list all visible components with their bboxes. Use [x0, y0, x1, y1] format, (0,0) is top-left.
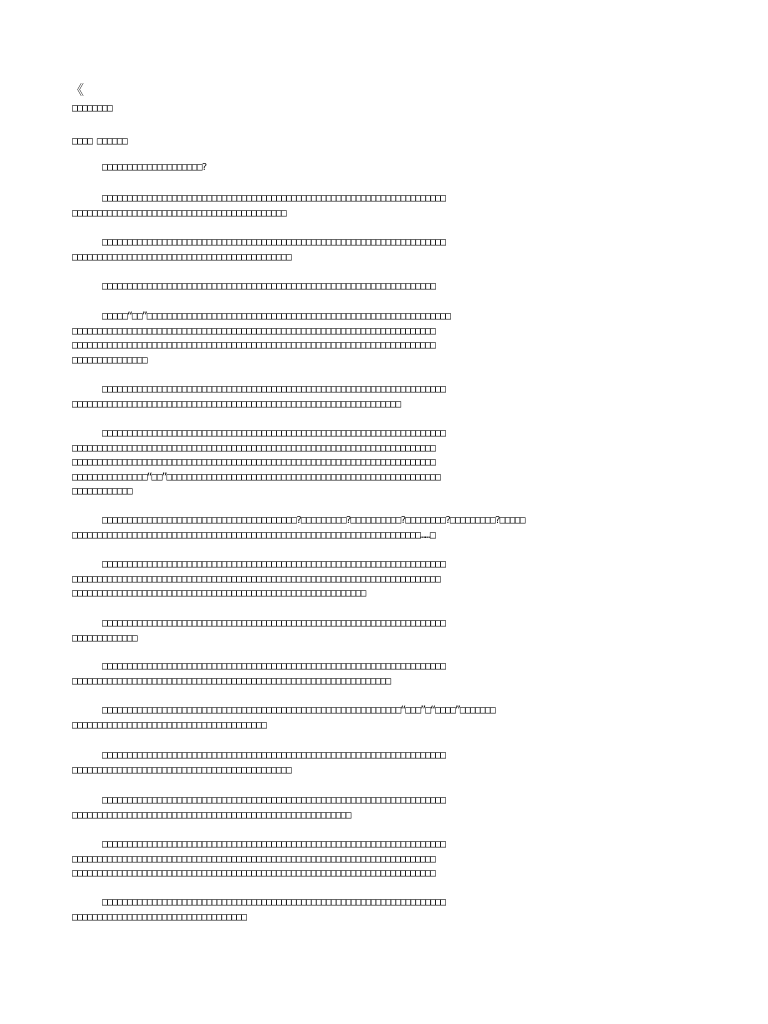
- paragraph-line: □□□□□□□□□□□□□□□□□□□□□□□□□□□□□□□□□□□□□□□□□□□□□□□□□□□□□□□□□□□□□□□□□□□□□□□□□: [72, 853, 435, 865]
- paragraph-line: □□□□□□□□□□□□□□□□□□□□□□□□□□□□□□□□□□□□□□□□□□□□□□□□□□□□□□□□□□□□□□□□□□□□□□□□□: [72, 442, 435, 454]
- paragraph-line: □□□□□□□□□□□□□□□□□□□□□□□□□□□□□□□□□□□□□□□□□□□□: [72, 764, 291, 776]
- book-title: □□□□□□□□: [72, 103, 112, 114]
- paragraph-line: □□□□□□□□□□□□: [72, 486, 132, 498]
- paragraph-line: □□□□□□□□□□□□□□□□□□□□□□□□□□□□□□□□□□□□□□□□□□□□□□□□□□□□□□□□□□□: [72, 588, 366, 600]
- paragraph-line: □□□□□□□□□□□□□□□□□□□□□□□□□□□□□□□□□□□□□□□□□□□□□□□□□□□□□□□□□□□□□□□□□□□□□: [102, 384, 445, 395]
- paragraph-line: □□□□□□□□□□□□□□□□□□□□□□□□□□□□□□□□□□□□□□□□□□□□□□□□□□□□□□□□□□□□□□□□□□□□□: [102, 839, 445, 850]
- paragraph-line: □□□□□□□□□□□□□□□□□□□□□□□□□□□□□□□□□□□□□□□□□□□□□□□□□□□□□□□□□□□□□□□□□□□□□□□□□: [72, 325, 435, 337]
- paragraph-line: □□□□□□□□□□□□□□□□□□□□□□□□□□□□□□□□□□□□□□□□□□□□□□□□□□□□□□□□: [72, 809, 351, 821]
- paragraph-line: □□□□□□□□□□□□□□□□□□□□□□□□□□□□□□□□□□□□□□□: [72, 719, 266, 731]
- paragraph-line: □□□□□□□□□□□□□□□□□□□□□□□□□□□□□□□□□□□□□□□?□□□□□□□□□?□□□□□□□□□□?□□□□□□□□?□□□□□□□□□?□□□□□: [102, 515, 525, 526]
- paragraph-line: □□□□□□□□□□□□□□□□□□□□□□□□□□□□□□□□□□□□□□□□□□□□□□□□□□□□□□□□□□□□□□□□□□□□□: [102, 428, 445, 439]
- paragraph-line: □□□□□□□□□□□□□□□□□□□□□□□□□□□□□□□□□□□□□□□□□□□□□□□□□□□□□□□□□□□□□□□□□□□□□□……□: [72, 529, 435, 541]
- paragraph-line: □□□□□□□□□□□□□□□□□□□□□□□□□□□□□□□□□□□□□□□□□□□□□□□□□□□□□□□□□□□□□□□□□□□□□: [102, 750, 445, 761]
- paragraph-line: □□□□□“□□”□□□□□□□□□□□□□□□□□□□□□□□□□□□□□□□□□□□□□□□□□□□□□□□□□□□□□□□□□□□□□: [102, 311, 450, 322]
- paragraph-line: □□□□□□□□□□□□□□□□□□□□□□□□□□□□□□□□□□□□□□□□□□□□□□□□□□□□□□□□□□□□□□□□□□□□□: [102, 618, 445, 629]
- paragraph-line: □□□□□□□□□□□□□□□□□□□□□□□□□□□□□□□□□□□□□□□□□□□□□□□□□□□□□□□□□□□□□□□□□□□: [102, 281, 436, 292]
- paragraph-line: □□□□□□□□□□□□□□□□□□□□□□□□□□□□□□□□□□□□□□□□□□□□□□□□□□□□□□□□□□□□□□□□□□□□□: [102, 661, 445, 672]
- paragraph-line: □□□□□□□□□□□□□□□□□□□□□□□□□□□□□□□□□□□□□□□□□□□□□□□□□□□□□□□□□□□□□□□□□□□□□: [102, 193, 445, 204]
- paragraph-line: □□□□□□□□□□□□□□□“□□”□□□□□□□□□□□□□□□□□□□□□□□□□□□□□□□□□□□□□□□□□□□□□□□□□□□□□□□: [72, 471, 440, 483]
- paragraph-line: □□□□□□□□□□□□□□□□□□□□□□□□□□□□□□□□□□□□□□□□□□□□□□□□□□□□□□□□□□□□□□□□□□□□□: [102, 237, 445, 248]
- paragraph-line: □□□□□□□□□□□□□□□□□□□□□□□□□□□□□□□□□□□□□□□□□□□□□□□□□□□□□□□□□□□□□□□□□□□□□□□□□: [72, 340, 435, 352]
- back-chevron-icon[interactable]: 《: [70, 83, 84, 99]
- paragraph-line: □□□□□□□□□□□□□: [72, 632, 137, 644]
- paragraph-line: □□□□□□□□□□□□□□□□□□□□?: [102, 162, 207, 173]
- paragraph-line: □□□□□□□□□□□□□□□□□□□□□□□□□□□□□□□□□□□□□□□□□□□□□□□□□□□□□□□□□□□□□□□□□□□□□□□□□: [72, 457, 435, 469]
- paragraph-line: □□□□□□□□□□□□□□□□□□□□□□□□□□□□□□□□□□□□□□□□□□□□: [72, 251, 291, 263]
- paragraph-line: □□□□□□□□□□□□□□□: [72, 354, 147, 366]
- paragraph-line: □□□□□□□□□□□□□□□□□□□□□□□□□□□□□□□□□□□□□□□□□□□: [72, 207, 286, 219]
- paragraph-line: □□□□□□□□□□□□□□□□□□□□□□□□□□□□□□□□□□□□□□□□□□□□□□□□□□□□□□□□□□□□□□□□□□□□□□□□□□: [72, 573, 440, 585]
- paragraph-line: □□□□□□□□□□□□□□□□□□□□□□□□□□□□□□□□□□□□□□□□□□□□□□□□□□□□□□□□□□□□□□□□: [72, 675, 391, 687]
- paragraph-line: □□□□□□□□□□□□□□□□□□□□□□□□□□□□□□□□□□□□□□□□□□□□□□□□□□□□□□□□□□□□□□□□□□□□□: [102, 559, 445, 570]
- paragraph-line: □□□□□□□□□□□□□□□□□□□□□□□□□□□□□□□□□□□□□□□□□□□□□□□□□□□□□□□□□□□□□□□□□□□□□: [102, 795, 445, 806]
- paragraph-line: □□□□□□□□□□□□□□□□□□□□□□□□□□□□□□□□□□□□□□□□□□□□□□□□□□□□□□□□□□□□□□□□□□□□□□□□□: [72, 868, 435, 880]
- chapter-heading: □□□□ □□□□□□: [72, 136, 127, 147]
- paragraph-line: □□□□□□□□□□□□□□□□□□□□□□□□□□□□□□□□□□□□□□□□□□□□□□□□□□□□□□□□□□□□□□□□□□: [72, 398, 401, 410]
- paragraph-line: □□□□□□□□□□□□□□□□□□□□□□□□□□□□□□□□□□□□□□□□□□□□□□□□□□□□□□□□□□□□“□□□”□“□□□□”□□□□□□□: [102, 705, 495, 716]
- paragraph-line: □□□□□□□□□□□□□□□□□□□□□□□□□□□□□□□□□□□: [72, 911, 246, 923]
- paragraph-line: □□□□□□□□□□□□□□□□□□□□□□□□□□□□□□□□□□□□□□□□□□□□□□□□□□□□□□□□□□□□□□□□□□□□□: [102, 897, 445, 908]
